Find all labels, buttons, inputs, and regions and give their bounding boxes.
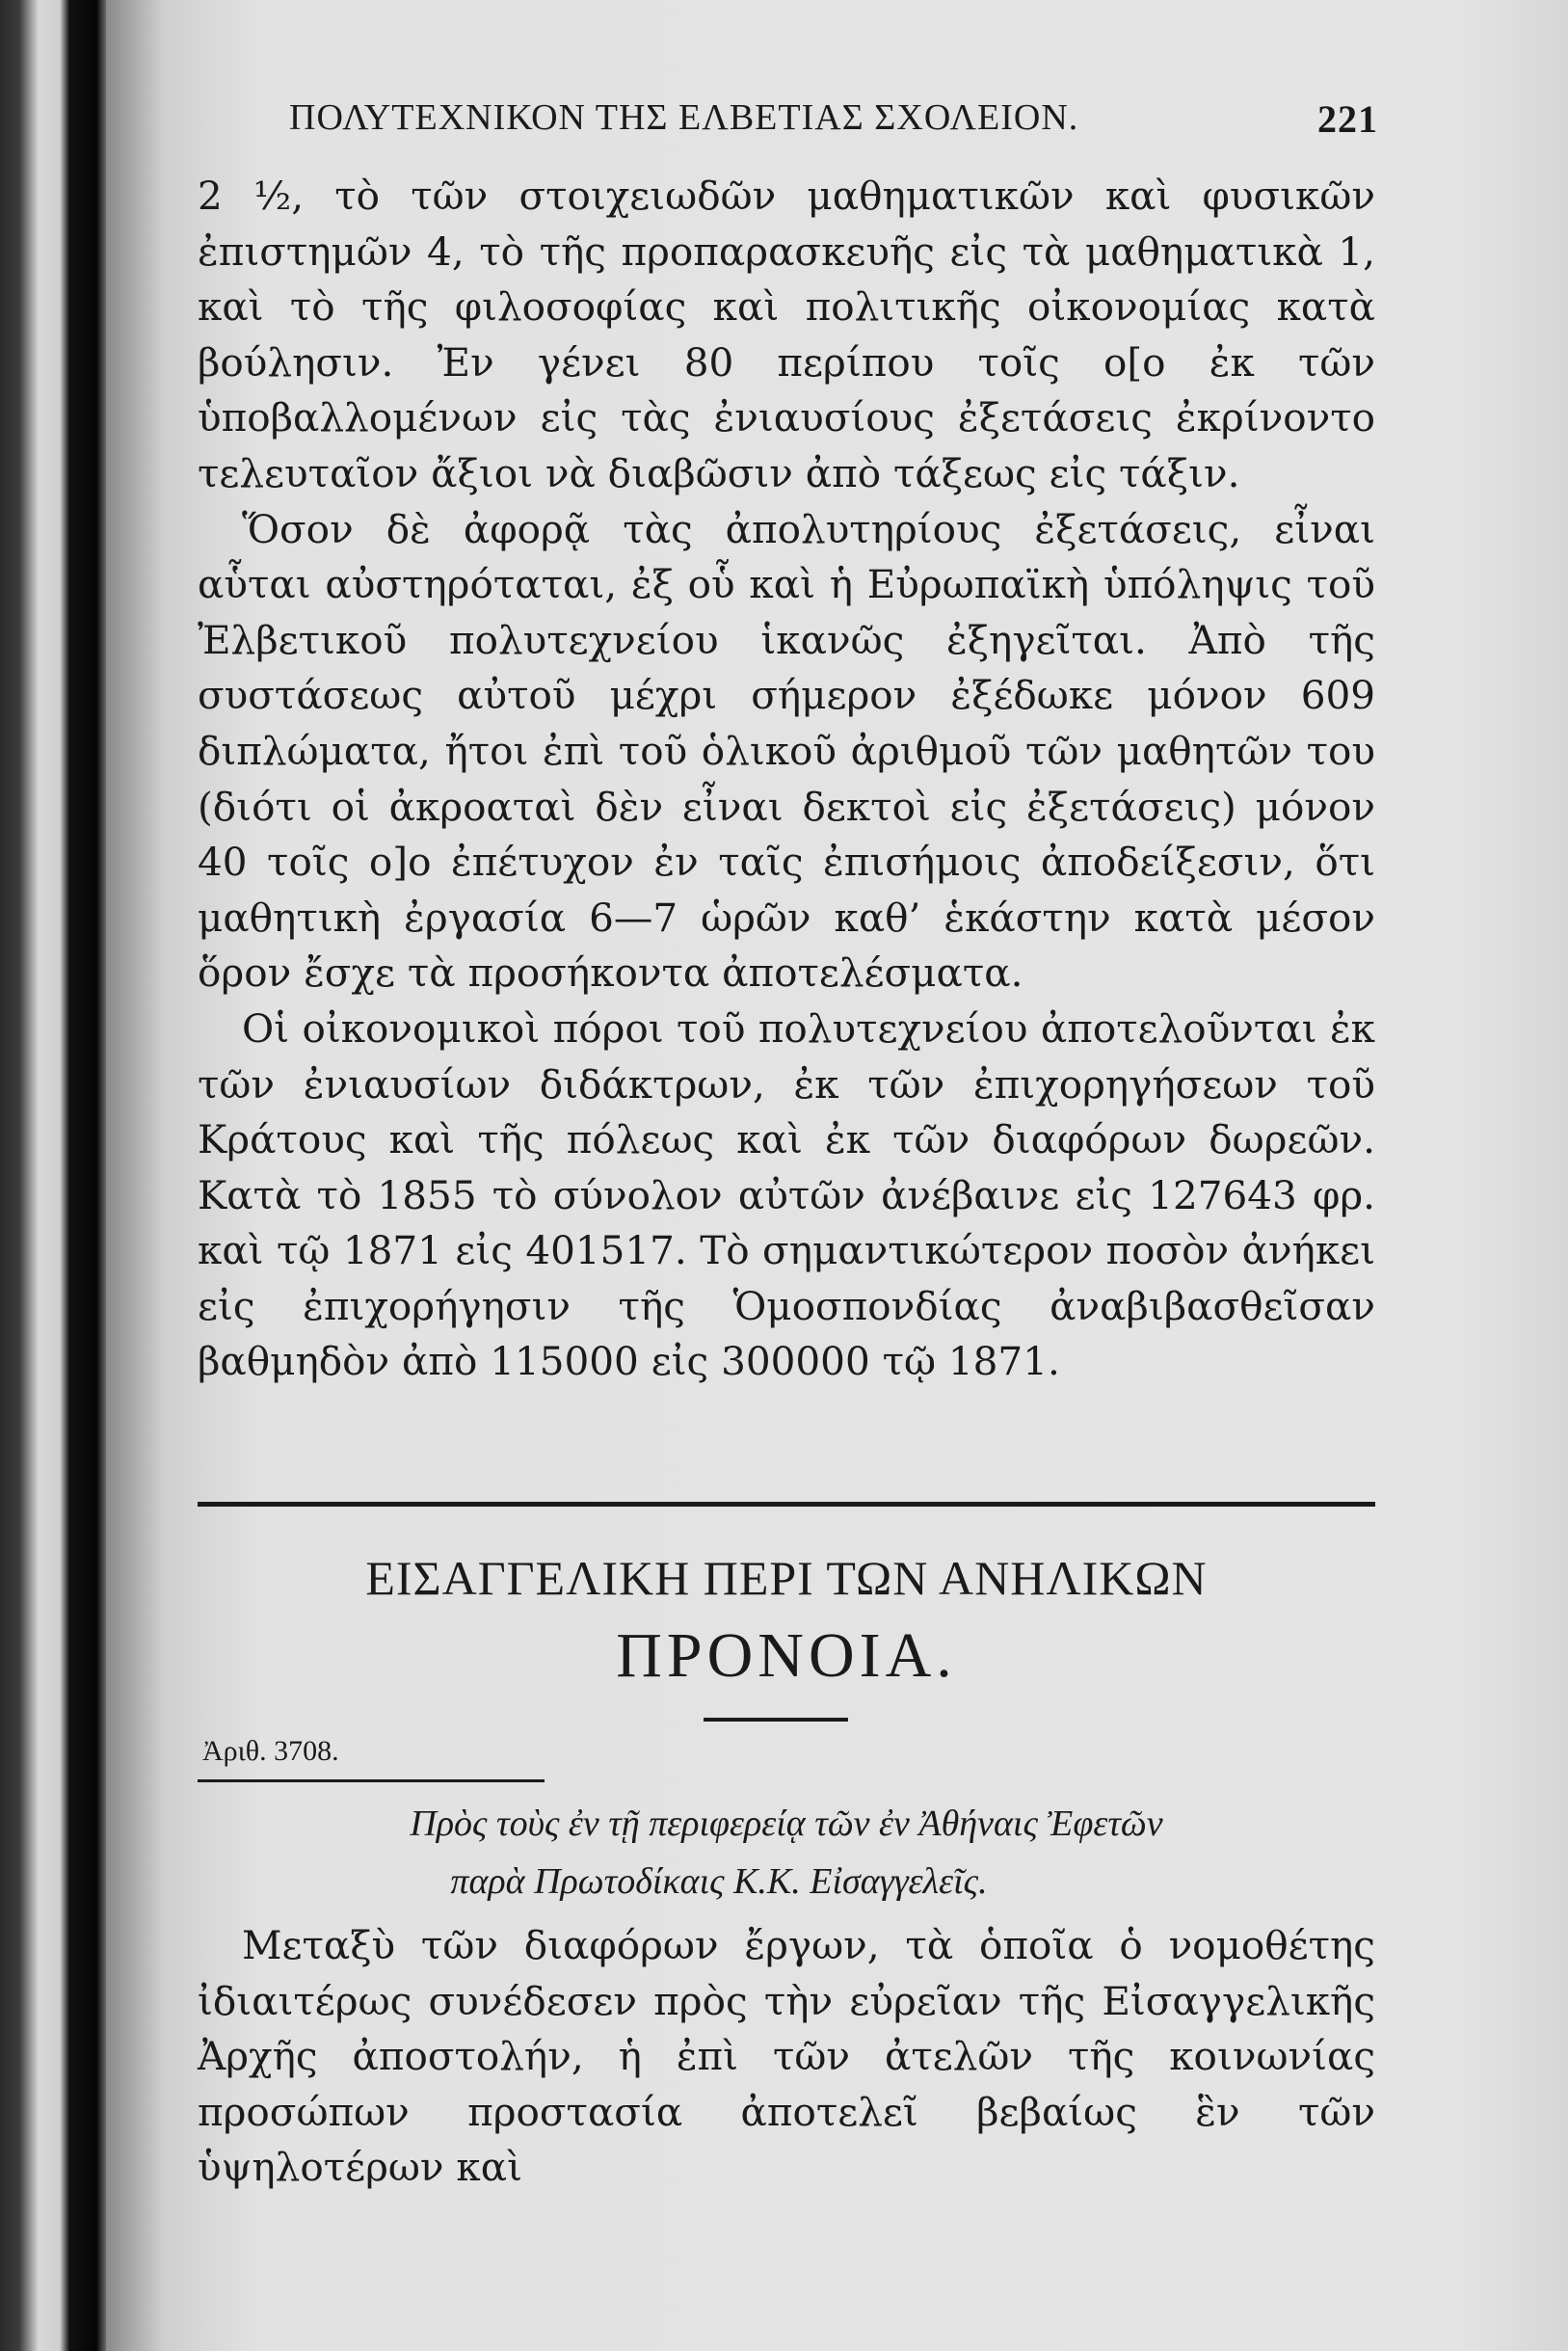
section-paragraph: Μεταξὺ τῶν διαφόρων ἔργων, τὰ ὁποῖα ὁ νομοθέτης ἰδιαιτέρως συνέδεσεν πρὸς τὴν εὐρεῖαν τῆς Εἰσαγγελικῆς Ἀρχῆς ἀποστολήν, ἡ ἐπὶ τῶν ἀτελῶν τῆς κοινωνίας προσώπων προστασία ἀποτελεῖ βεβαίως ἓν τῶν ὑψηλοτέρων καὶ: [198, 1922, 1375, 2191]
running-title: ΠΟΛΥΤΕΧΝΙΚΟΝ ΤΗΣ ΕΛΒΕΤΙΑΣ ΣΧΟΛΕΙΟΝ.: [289, 97, 1079, 138]
page-number: 221: [1317, 97, 1378, 141]
addressee-line-1: Πρὸς τοὺς ἐν τῇ περιφερείᾳ τῶν ἐν Ἀθήναις Ἐφετῶν: [410, 1803, 1163, 1844]
addressee-line-2: παρὰ Πρωτοδίκαις Κ.Κ. Εἰσαγγελεῖς.: [450, 1861, 988, 1902]
section-heading: ΕΙΣΑΓΓΕΛΙΚΗ ΠΕΡΙ ΤΩΝ ΑΝΗΛΙΚΩΝ: [365, 1551, 1208, 1605]
main-text-block: [198, 169, 1375, 1390]
short-rule: [704, 1718, 848, 1722]
paragraph-2: Ὅσον δὲ ἀφορᾷ τὰς ἀπολυτηρίους ἐξετάσεις, εἶναι αὗται αὐστηρόταται, ἐξ οὗ καὶ ἡ Εὐρωπαϊκὴ ὑπόληψις τοῦ Ἐλβετικοῦ πολυτεχνείου ἱκανῶς ἐξηγεῖται. Ἀπὸ τῆς συστάσεως αὐτοῦ μέχρι σήμερον ἐξέδωκε μόνον 609 διπλώματα, ἤτοι ἐπὶ τοῦ ὁλικοῦ ἀριθμοῦ τῶν μαθητῶν του (διότι οἱ ἀκροαταὶ δὲν εἶναι δεκτοὶ εἰς ἐξετάσεις) μόνον 40 τοῖς ο]ο ἐπέτυχον ἐν ταῖς ἐπισήμοις ἀποδείξεσιν, ὅτι μαθητικὴ ἐργασία 6—7 ὡρῶν καθ’ ἑκάστην κατὰ μέσον ὅρον ἔσχε τὰ προσήκοντα ἀποτελέσματα.: [198, 505, 1375, 997]
reference-underline: [198, 1779, 545, 1782]
section-text-block: [198, 1918, 1375, 2196]
document-number: Ἀριθ. 3708.: [202, 1735, 339, 1767]
addressee-block: [198, 1795, 1375, 1910]
section-heading-large: ΠΡΟΝΟΙΑ.: [616, 1620, 957, 1691]
paragraph-1: 2 ½, τὸ τῶν στοιχειωδῶν μαθηματικῶν καὶ φυσικῶν ἐπιστημῶν 4, τὸ τῆς προπαρασκευῆς εἰς τὰ μαθηματικὰ 1, καὶ τὸ τῆς φιλοσοφίας καὶ πολιτικῆς οἰκονομίας κατὰ βούλησιν. Ἐν γένει 80 περίπου τοῖς ο[ο ἐκ τῶν ὑποβαλλομένων εἰς τὰς ἐνιαυσίους ἐξετάσεις ἐκρίνοντο τελευταῖον ἄξιοι νὰ διαβῶσιν ἀπὸ τάξεως εἰς τάξιν.: [198, 173, 1375, 496]
section-divider-rule: [198, 1502, 1375, 1507]
book-spine-edge: [0, 0, 106, 2351]
book-page: [106, 0, 1568, 2351]
paragraph-3: Οἱ οἰκονομικοὶ πόροι τοῦ πολυτεχνείου ἀποτελοῦνται ἐκ τῶν ἐνιαυσίων διδάκτρων, ἐκ τῶν ἐπιχορηγήσεων τοῦ Κράτους καὶ τῆς πόλεως καὶ ἐκ τῶν διαφόρων δωρεῶν. Κατὰ τὸ 1855 τὸ σύνολον αὐτῶν ἀνέβαινε εἰς 127643 φρ. καὶ τῷ 1871 εἰς 401517. Τὸ σημαντικώτερον ποσὸν ἀνήκει εἰς ἐπιχορήγησιν τῆς Ὁμοσπονδίας ἀναβιβασθεῖσαν βαθμηδὸν ἀπὸ 115000 εἰς 300000 τῷ 1871.: [198, 1004, 1375, 1385]
running-header: [289, 96, 1378, 154]
